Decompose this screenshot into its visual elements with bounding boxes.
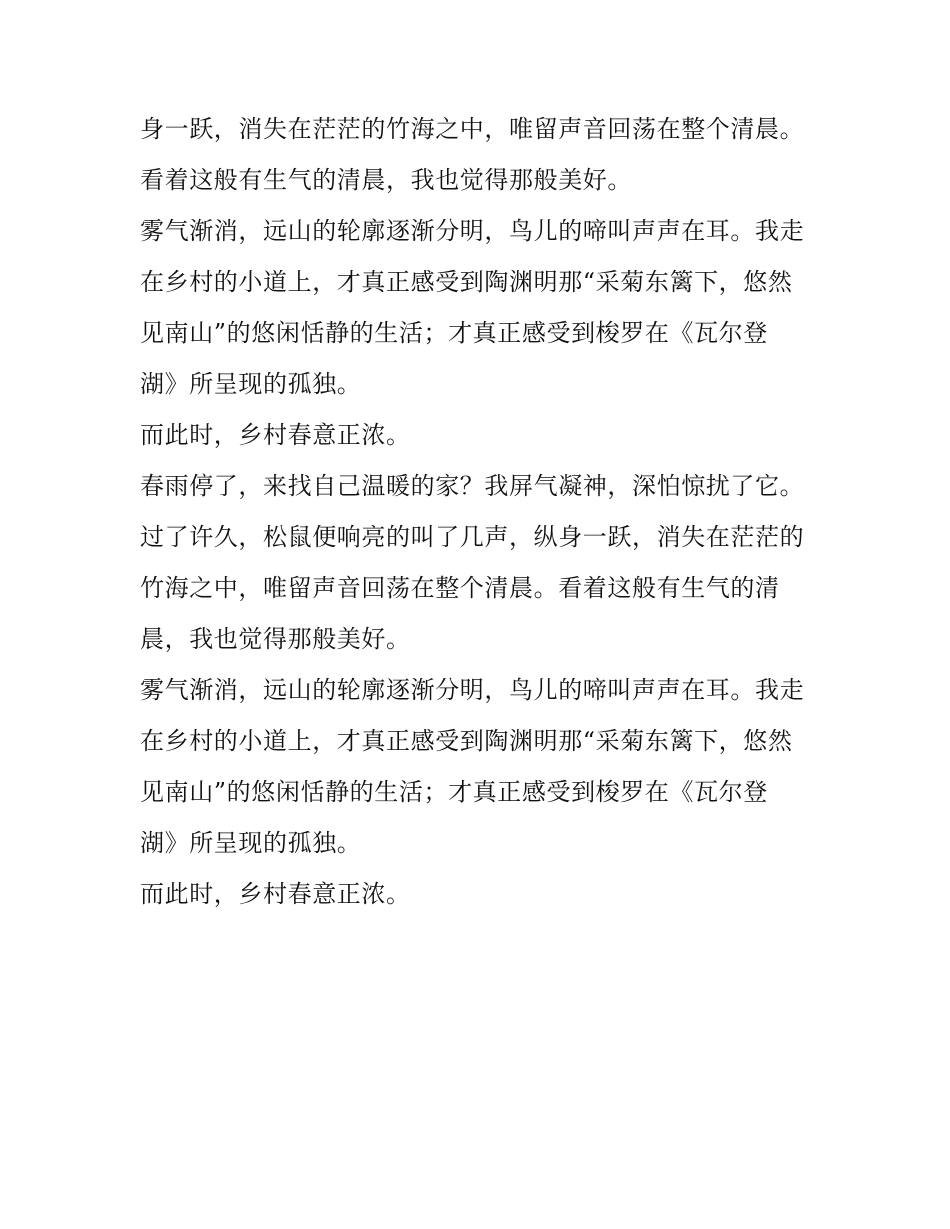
text-line: 看着这般有生气的清晨，我也觉得那般美好。: [140, 166, 632, 194]
text-line: 竹海之中，唯留声音回荡在整个清晨。看着这般有生气的清: [140, 574, 780, 602]
paragraph: [140, 461, 820, 665]
text-line: 而此时，乡村春意正浓。: [140, 421, 411, 449]
paragraph: [140, 206, 820, 410]
paragraph: [140, 869, 820, 920]
text-line: 在乡村的小道上，才真正感受到陶渊明那“采菊东篱下，悠然: [140, 268, 793, 296]
text-line: 过了许久，松鼠便响亮的叫了几声，纵身一跃，消失在茫茫的: [140, 523, 805, 551]
paragraph: [140, 104, 820, 206]
text-line: 而此时，乡村春意正浓。: [140, 880, 411, 908]
text-line: 晨，我也觉得那般美好。: [140, 625, 411, 653]
paragraph: [140, 410, 820, 461]
text-line: 在乡村的小道上，才真正感受到陶渊明那“采菊东篱下，悠然: [140, 727, 793, 755]
text-line: 湖》所呈现的孤独。: [140, 829, 362, 857]
text-line: 春雨停了，来找自己温暖的家？我屏气凝神，深怕惊扰了它。: [140, 472, 805, 500]
text-line: 身一跃，消失在茫茫的竹海之中，唯留声音回荡在整个清晨。: [140, 115, 805, 143]
paragraph: [140, 665, 820, 869]
text-line: 雾气渐消，远山的轮廓逐渐分明，鸟儿的啼叫声声在耳。我走: [140, 217, 805, 245]
document-body: [140, 104, 820, 920]
text-line: 见南山”的悠闲恬静的生活；才真正感受到梭罗在《瓦尔登: [140, 778, 768, 806]
text-line: 雾气渐消，远山的轮廓逐渐分明，鸟儿的啼叫声声在耳。我走: [140, 676, 805, 704]
text-line: 见南山”的悠闲恬静的生活；才真正感受到梭罗在《瓦尔登: [140, 319, 768, 347]
text-line: 湖》所呈现的孤独。: [140, 370, 362, 398]
